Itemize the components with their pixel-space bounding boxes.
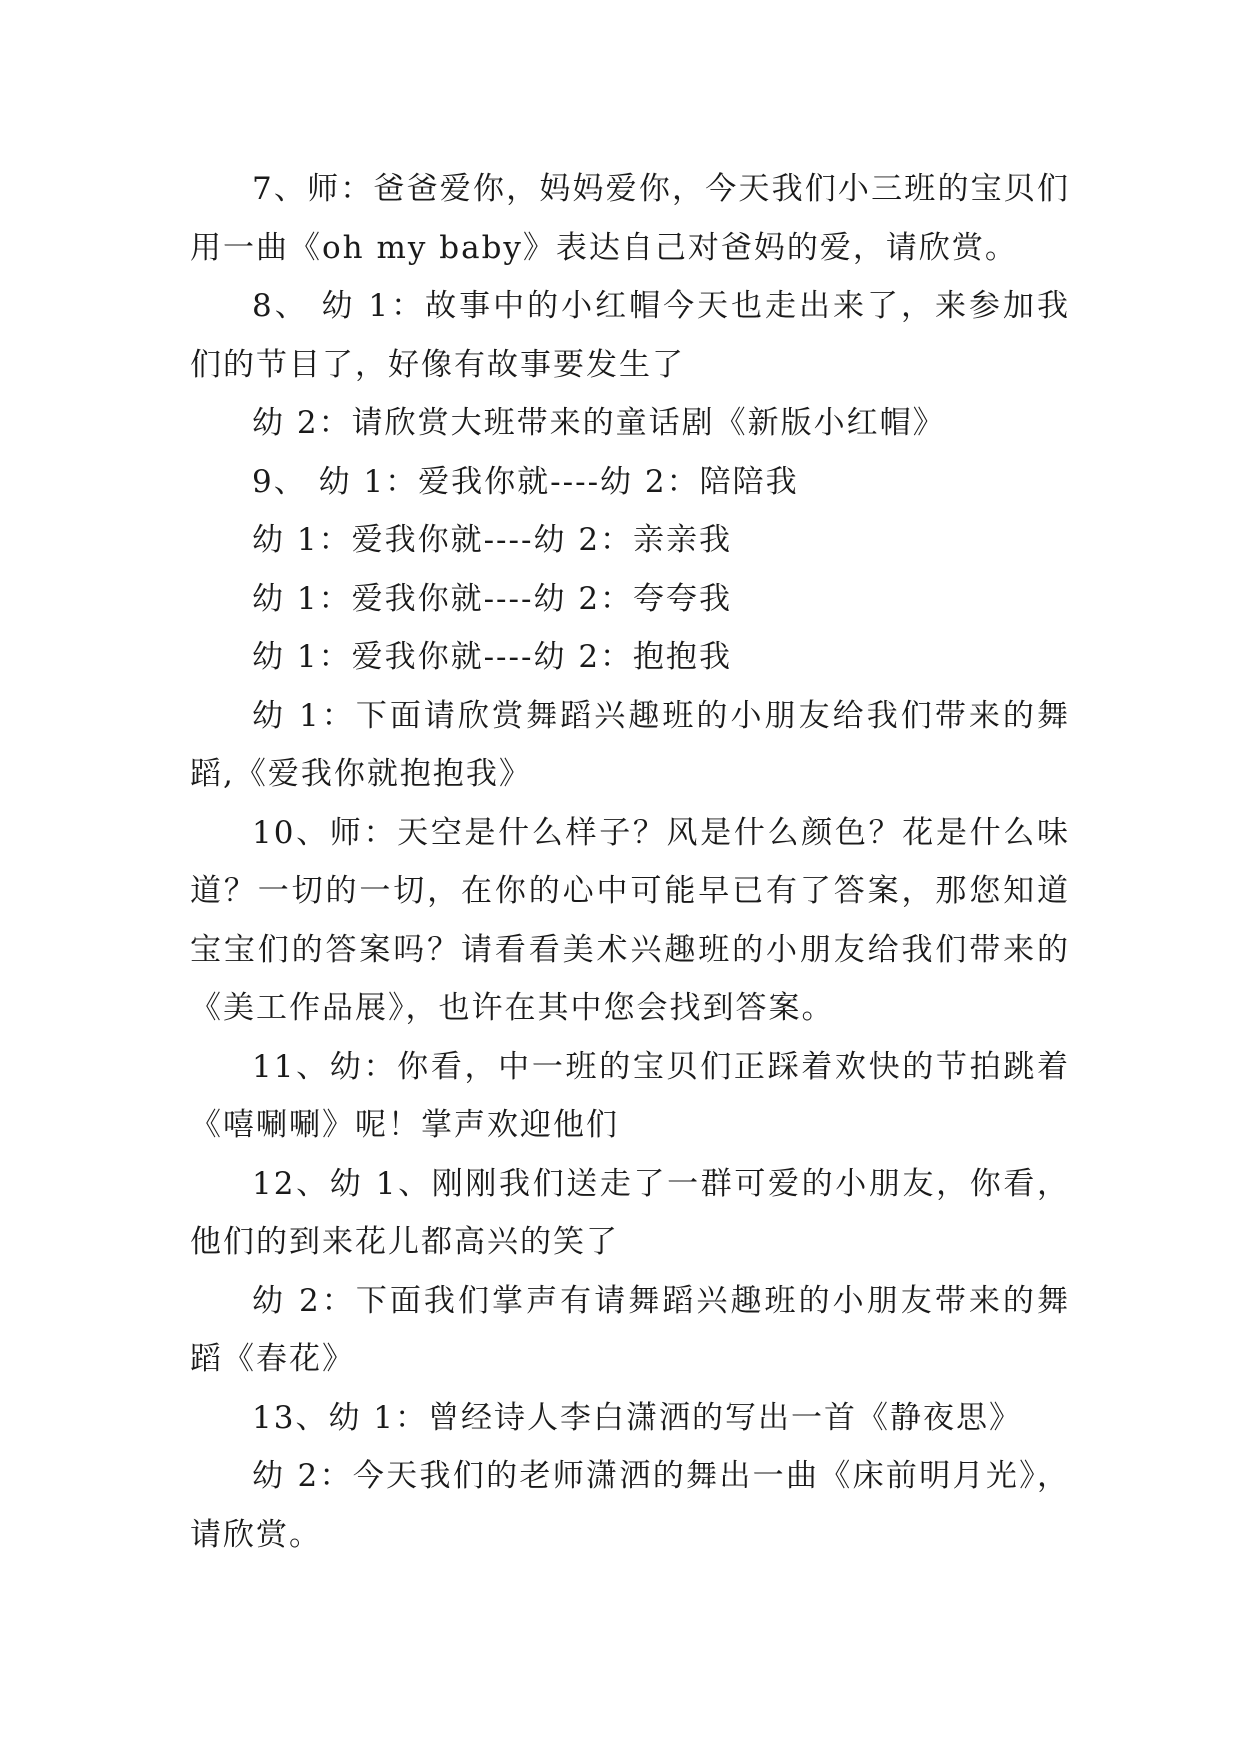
paragraph-13: 13、幼 1：曾经诗人李白潇洒的写出一首《静夜思》 (252, 1399, 1023, 1436)
paragraph-8: 幼 1：下面请欣赏舞蹈兴趣班的小朋友给我们带来的舞蹈,《爱我你就抱抱我》 (190, 697, 1070, 792)
paragraph-7: 幼 1：爱我你就----幼 2：抱抱我 (252, 639, 733, 675)
paragraph-9: 10、师：天空是什么样子？风是什么颜色？花是什么味道？一切的一切，在你的心中可能早已有了答案，那您知道宝宝们的答案吗？请看看美术兴趣班的小朋友给我们带来的《美工作品展》，也许在其中您会找到答案。 (190, 814, 1070, 1026)
paragraph-14: 幼 2：今天我们的老师潇洒的舞出一曲《床前明月光》，请欣赏。 (190, 1458, 1070, 1553)
paragraph-12: 幼 2：下面我们掌声有请舞蹈兴趣班的小朋友带来的舞蹈《春花》 (190, 1282, 1070, 1377)
paragraph-10: 11、幼：你看，中一班的宝贝们正踩着欢快的节拍跳着《嘻唰唰》呢！掌声欢迎他们 (190, 1048, 1070, 1143)
document-body (190, 160, 1070, 1564)
paragraph-3: 幼 2：请欣赏大班带来的童话剧《新版小红帽》 (252, 405, 946, 441)
paragraph-2: 8、 幼 1：故事中的小红帽今天也走出来了，来参加我们的节目了，好像有故事要发生了 (190, 288, 1070, 383)
paragraph-11: 12、幼 1、刚刚我们送走了一群可爱的小朋友，你看，他们的到来花儿都高兴的笑了 (190, 1165, 1070, 1260)
paragraph-1: 7、师：爸爸爱你，妈妈爱你，今天我们小三班的宝贝们用一曲《oh my baby》表达自己对爸妈的爱，请欣赏。 (190, 171, 1070, 266)
paragraph-6: 幼 1：爱我你就----幼 2：夸夸我 (252, 580, 733, 617)
paragraph-5: 幼 1：爱我你就----幼 2：亲亲我 (252, 522, 733, 558)
paragraph-4: 9、 幼 1：爱我你就----幼 2：陪陪我 (252, 463, 799, 500)
